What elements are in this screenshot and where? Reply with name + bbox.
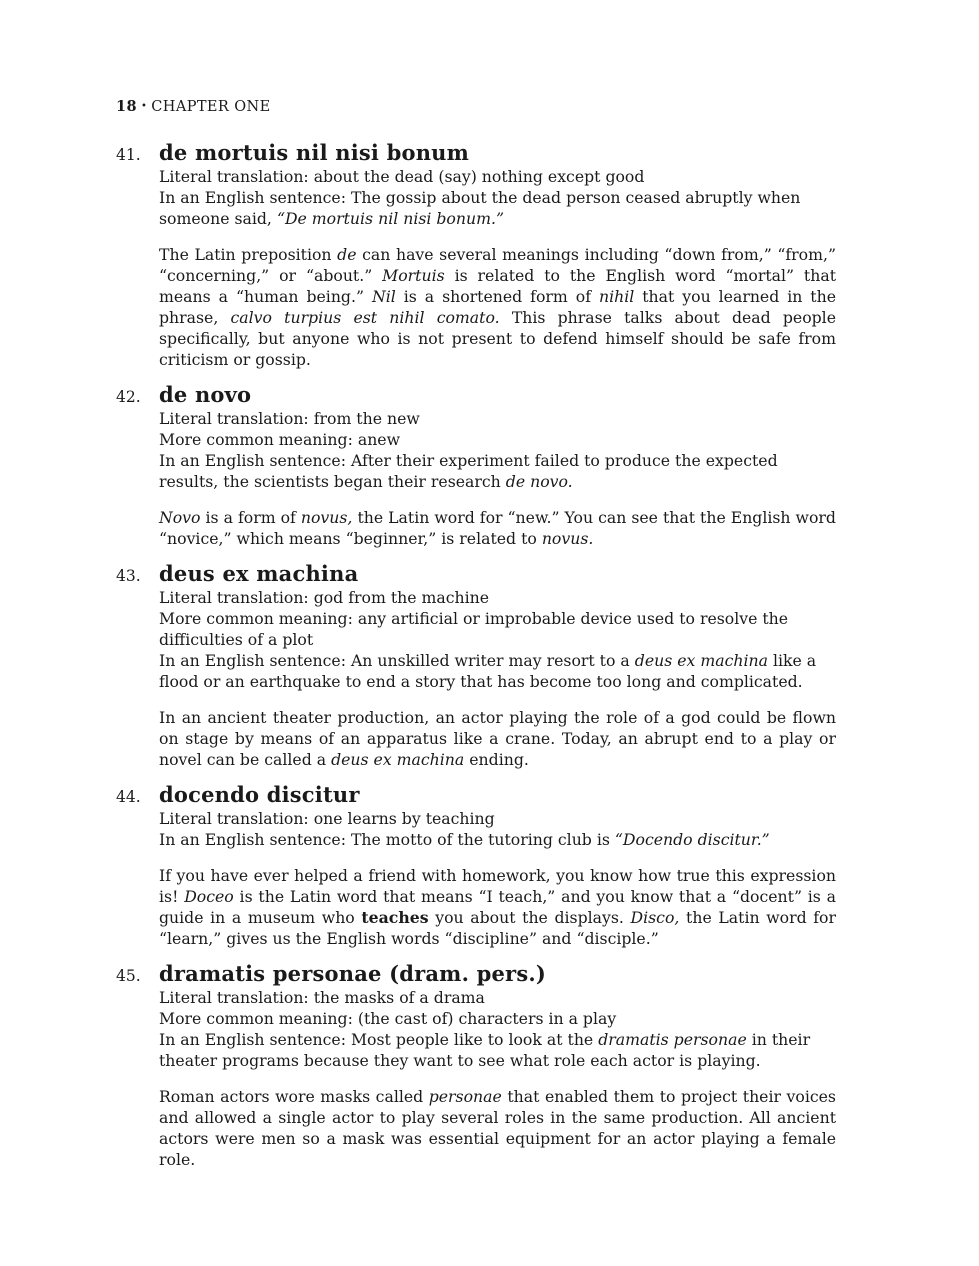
para-latin: calvo turpius est nihil comato. (230, 308, 500, 327)
sentence-text: In an English sentence: The gossip about the dead person ceased abruptly when someone said, (159, 188, 801, 228)
entry-term: dramatis personae (dram. pers.) (159, 961, 546, 986)
para-text: is related to the English word “mortal” that means a “human being.” (159, 266, 836, 306)
sentence-text: In an English sentence: Most people like to look at the (159, 1030, 594, 1049)
explanation-paragraph (159, 244, 836, 370)
para-text: This phrase talks about dead people specifically, but anyone who is not present to defend himself should be safe from criticism or gossip. (159, 308, 836, 369)
literal-translation: Literal translation: about the dead (say) nothing except good (159, 167, 645, 186)
entry-41 (116, 140, 836, 370)
sentence-latin: dramatis personae (598, 1030, 747, 1049)
para-text: ending. (469, 750, 529, 769)
explanation-paragraph (159, 1086, 836, 1170)
para-text: Roman actors wore masks called (159, 1087, 424, 1106)
para-text: is the Latin word that means “I teach,” and you know that a “docent” is a guide in a museum who (159, 887, 836, 927)
para-text: can have several meanings including “down from,” “from,” “concerning,” or “about.” (159, 245, 836, 285)
para-latin: novus, (300, 508, 353, 527)
para-text: If you have ever helped a friend with homework, you know how true this expression is! (159, 866, 836, 906)
para-text: In an ancient theater production, an actor playing the role of a god could be flown on stage by means of an apparatus like a crane. Today, an abrupt end to a play or novel can be called a (159, 708, 836, 769)
entry-45 (116, 961, 836, 1170)
para-latin: Doceo (184, 887, 234, 906)
entry-term: deus ex machina (159, 561, 359, 586)
para-text: is a shortened form of (403, 287, 592, 306)
para-latin: personae (428, 1087, 502, 1106)
explanation-paragraph (159, 865, 836, 949)
literal-translation: Literal translation: one learns by teaching (159, 809, 495, 828)
entry-term: docendo discitur (159, 782, 360, 807)
entry-number: 45. (116, 967, 141, 985)
page-content (116, 140, 836, 1182)
para-text: the Latin word for “learn,” gives us the English words “discipline” and “disciple.” (159, 908, 836, 948)
sentence-text: In an English sentence: After their experiment failed to produce the expected results, the scientists began their research (159, 451, 778, 491)
para-latin: Mortuis (382, 266, 445, 285)
sentence-latin: “De mortuis nil nisi bonum.” (276, 209, 504, 228)
entry-42 (116, 382, 836, 549)
common-meaning: More common meaning: any artificial or improbable device used to resolve the difficulties of a plot (159, 609, 789, 649)
para-bold: teaches (361, 908, 429, 927)
para-text: is a form of (205, 508, 296, 527)
para-latin: deus ex machina (331, 750, 465, 769)
literal-translation: Literal translation: the masks of a drama (159, 988, 485, 1007)
para-latin: de (337, 245, 357, 264)
para-latin: novus. (541, 529, 594, 548)
para-latin: nihil (599, 287, 635, 306)
para-text: that you learned in the phrase, (159, 287, 836, 327)
sentence-text: like a flood or an earthquake to end a story that has become too long and complicated. (159, 651, 817, 691)
entry-43 (116, 561, 836, 770)
para-text: the Latin word for “new.” You can see that the English word “novice,” which means “beginner,” is related to (159, 508, 836, 548)
entry-44 (116, 782, 836, 949)
example-sentence (159, 450, 836, 492)
para-text: The Latin preposition (159, 245, 332, 264)
sentence-latin: de novo. (505, 472, 573, 491)
literal-translation: Literal translation: god from the machine (159, 588, 490, 607)
entry-number: 43. (116, 567, 141, 585)
para-latin: Disco, (630, 908, 680, 927)
sentence-text: In an English sentence: An unskilled writer may resort to a (159, 651, 630, 670)
chapter-title: CHAPTER ONE (151, 99, 271, 115)
example-sentence (159, 650, 836, 692)
entry-number: 44. (116, 788, 141, 806)
sentence-text: In an English sentence: The motto of the tutoring club is (159, 830, 610, 849)
para-latin: Novo (159, 508, 201, 527)
sentence-latin: deus ex machina (634, 651, 768, 670)
entry-number: 41. (116, 146, 141, 164)
entry-term: de novo (159, 382, 252, 407)
explanation-paragraph (159, 707, 836, 770)
para-text: that enabled them to project their voices and allowed a single actor to play several roles in the same production. All ancient actors were men so a mask was essential equipment for an actor playing a female role. (159, 1087, 836, 1169)
explanation-paragraph (159, 507, 836, 549)
common-meaning: More common meaning: anew (159, 430, 401, 449)
sentence-latin: “Docendo discitur.” (614, 830, 770, 849)
header-separator: • (140, 101, 148, 112)
entry-number: 42. (116, 388, 141, 406)
common-meaning: More common meaning: (the cast of) characters in a play (159, 1009, 617, 1028)
example-sentence (159, 1029, 836, 1071)
example-sentence (159, 829, 836, 850)
running-header (116, 98, 271, 115)
literal-translation: Literal translation: from the new (159, 409, 420, 428)
example-sentence (159, 187, 836, 229)
entry-term: de mortuis nil nisi bonum (159, 140, 470, 165)
sentence-text: in their theater programs because they want to see what role each actor is playing. (159, 1030, 811, 1070)
page-number: 18 (116, 98, 137, 115)
para-text: you about the displays. (435, 908, 624, 927)
para-latin: Nil (371, 287, 396, 306)
